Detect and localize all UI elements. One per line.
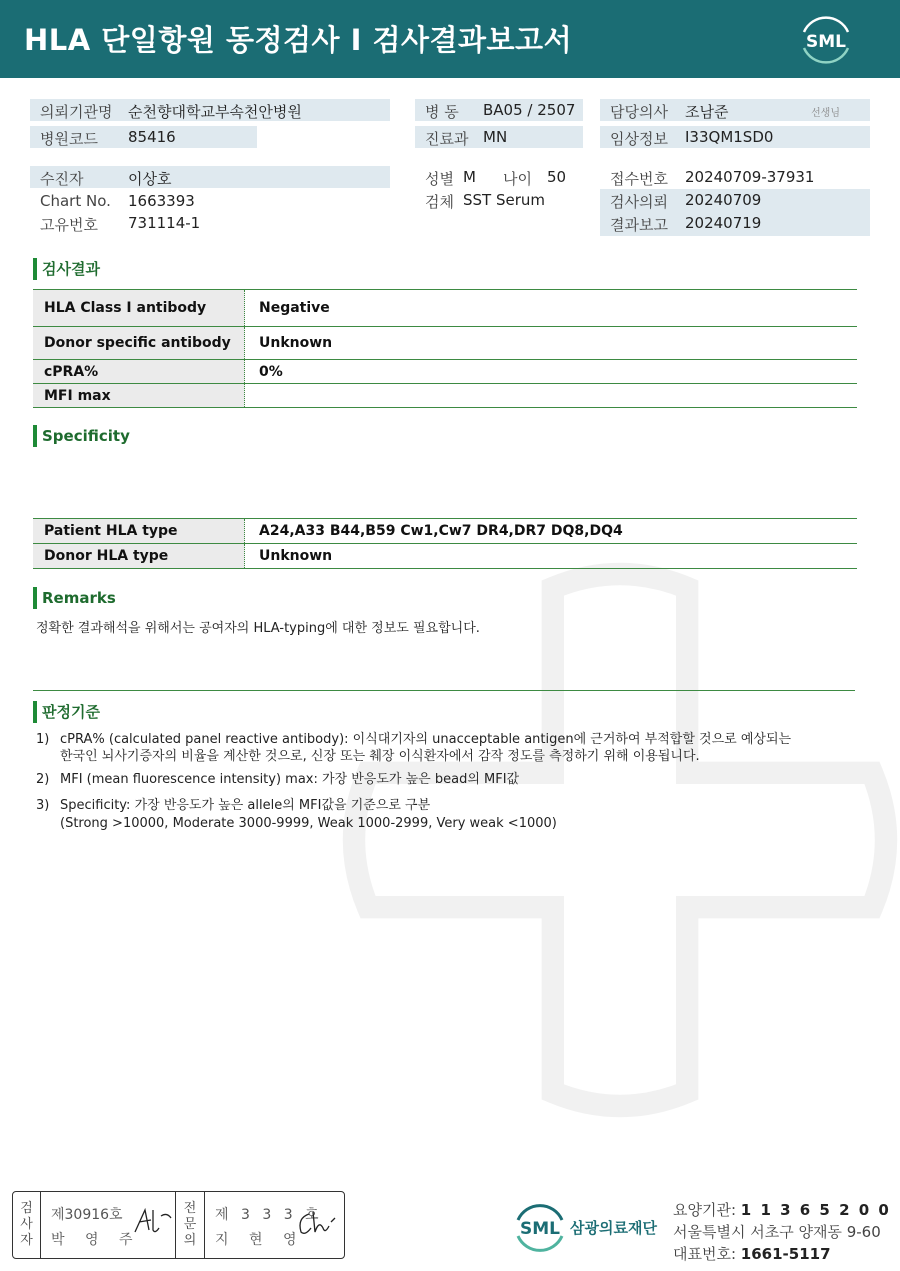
result-value: Unknown: [259, 335, 333, 351]
table-row: [33, 360, 857, 384]
table-row: [33, 290, 857, 327]
result-label: cPRA%: [33, 360, 245, 383]
hospital-code-field: [30, 126, 257, 148]
clinical-info-label: 임상정보: [610, 130, 668, 148]
tester-name: 박 영 주: [51, 1232, 141, 1248]
specificity-value: Unknown: [259, 548, 333, 564]
unique-no-field: [30, 212, 390, 234]
divider: [33, 690, 855, 691]
patient-label: 수진자: [40, 170, 84, 188]
result-value: Negative: [259, 300, 330, 316]
table-row: [33, 519, 857, 544]
hospital-code-value: 85416: [128, 128, 176, 146]
age-value: 50: [547, 168, 567, 186]
receipt-no-label: 접수번호: [610, 170, 668, 188]
doctor-label: 담당의사: [610, 103, 668, 121]
sml-logo-text: SML: [806, 32, 846, 52]
sex-age-field: [415, 166, 583, 188]
sml-footer-logo-icon: [510, 1196, 570, 1256]
tester-signature-icon: [133, 1206, 173, 1236]
report-header: [0, 0, 900, 78]
table-row: [33, 544, 857, 569]
tester-title: 검 사 자: [13, 1192, 41, 1258]
sex-value: M: [463, 168, 476, 186]
specimen-field: [415, 189, 583, 211]
age-label: 나이: [503, 170, 532, 188]
institution-label: 의뢰기관명: [40, 103, 113, 121]
sex-label: 성별: [425, 170, 454, 188]
ward-field: [415, 99, 583, 121]
department-field: [415, 126, 583, 148]
ward-label: 병 동: [425, 103, 459, 121]
specificity-heading: Specificity: [33, 425, 130, 447]
unique-no-value: 731114-1: [128, 214, 201, 232]
chart-no-field: [30, 190, 390, 212]
criteria-line: MFI (mean fluorescence intensity) max: 가장 반응도가 높은 bead의 MFI값: [60, 772, 520, 787]
request-date-value: 20240709: [685, 191, 762, 209]
criteria-heading: 판정기준: [33, 701, 100, 723]
unique-no-label: 고유번호: [40, 216, 98, 234]
specialist-license: 제 3 3 3 호: [215, 1207, 323, 1223]
chart-no-value: 1663393: [128, 192, 195, 210]
chart-no-label: Chart No.: [40, 192, 111, 210]
result-label: HLA Class I antibody: [33, 290, 245, 326]
ward-value: BA05 / 2507: [483, 101, 576, 119]
remarks-heading: Remarks: [33, 587, 116, 609]
org-address: 서울특별시 서초구 양재동 9-60: [673, 1223, 881, 1241]
specimen-label: 검체: [425, 193, 454, 211]
specificity-table: [33, 518, 857, 569]
receipt-no-field: [600, 166, 870, 188]
criteria-number: 1): [36, 732, 50, 747]
criteria-line: Specificity: 가장 반응도가 높은 allele의 MFI값을 기준으로 구분: [60, 798, 431, 813]
results-heading: 검사결과: [33, 258, 100, 280]
result-label: MFI max: [33, 384, 245, 407]
specificity-label: Patient HLA type: [33, 519, 245, 543]
org-code: 요양기관: 1 1 3 6 5 2 0 0: [673, 1201, 891, 1219]
clinical-info-value: I33QM1SD0: [685, 128, 774, 146]
criteria-line: (Strong >10000, Moderate 3000-9999, Weak 1000-2999, Very weak <1000): [60, 816, 557, 831]
receipt-no-value: 20240709-37931: [685, 168, 815, 186]
specialist-name: 지 현 영: [215, 1232, 305, 1248]
sml-footer-logo-text: SML: [520, 1219, 560, 1239]
doctor-suffix: 선생님: [811, 108, 840, 119]
patient-field: [30, 166, 390, 188]
request-date-label: 검사의뢰: [610, 193, 668, 211]
org-phone: 대표번호: 1661-5117: [673, 1245, 831, 1263]
report-date-value: 20240719: [685, 214, 762, 232]
institution-value: 순천향대학교부속천안병원: [128, 103, 302, 121]
sml-logo-icon: [796, 12, 856, 66]
report-date-label: 결과보고: [610, 216, 668, 234]
signature-box: [12, 1191, 345, 1259]
criteria-line: cPRA% (calculated panel reactive antibody): 이식대기자의 unacceptable antigen에 근거하여 부적합할 것으로 예상되는: [60, 732, 792, 747]
tester-license: 제30916호: [51, 1207, 123, 1223]
criteria-number: 3): [36, 798, 50, 813]
remarks-text: 정확한 결과해석을 위해서는 공여자의 HLA-typing에 대한 정보도 필요합니다.: [36, 621, 480, 636]
criteria-line: 한국인 뇌사기증자의 비율을 계산한 것으로, 신장 또는 췌장 이식환자에서 감작 정도를 측정하기 위해 이용됩니다.: [60, 749, 700, 764]
report-title: HLA 단일항원 동정검사 I 검사결과보고서: [24, 23, 573, 57]
specificity-label: Donor HLA type: [33, 544, 245, 568]
watermark-cross-icon: [340, 560, 900, 1120]
specialist-title: 전 문 의: [175, 1192, 205, 1258]
dates-field: [600, 189, 870, 236]
result-value: 0%: [259, 363, 283, 380]
specificity-value: A24,A33 B44,B59 Cw1,Cw7 DR4,DR7 DQ8,DQ4: [259, 523, 623, 539]
results-table: [33, 289, 857, 408]
institution-field: [30, 99, 390, 121]
hospital-code-label: 병원코드: [40, 130, 98, 148]
table-row: [33, 384, 857, 408]
patient-value: 이상호: [128, 170, 172, 188]
criteria-number: 2): [36, 772, 50, 787]
result-label: Donor specific antibody: [33, 327, 245, 359]
specialist-signature-icon: [295, 1208, 339, 1238]
doctor-value: 조남준: [685, 103, 729, 121]
department-label: 진료과: [425, 130, 469, 148]
doctor-field: [600, 99, 870, 121]
org-name: 삼광의료재단: [570, 1219, 657, 1237]
department-value: MN: [483, 128, 508, 146]
table-row: [33, 327, 857, 360]
clinical-info-field: [600, 126, 870, 148]
specimen-value: SST Serum: [463, 191, 546, 209]
